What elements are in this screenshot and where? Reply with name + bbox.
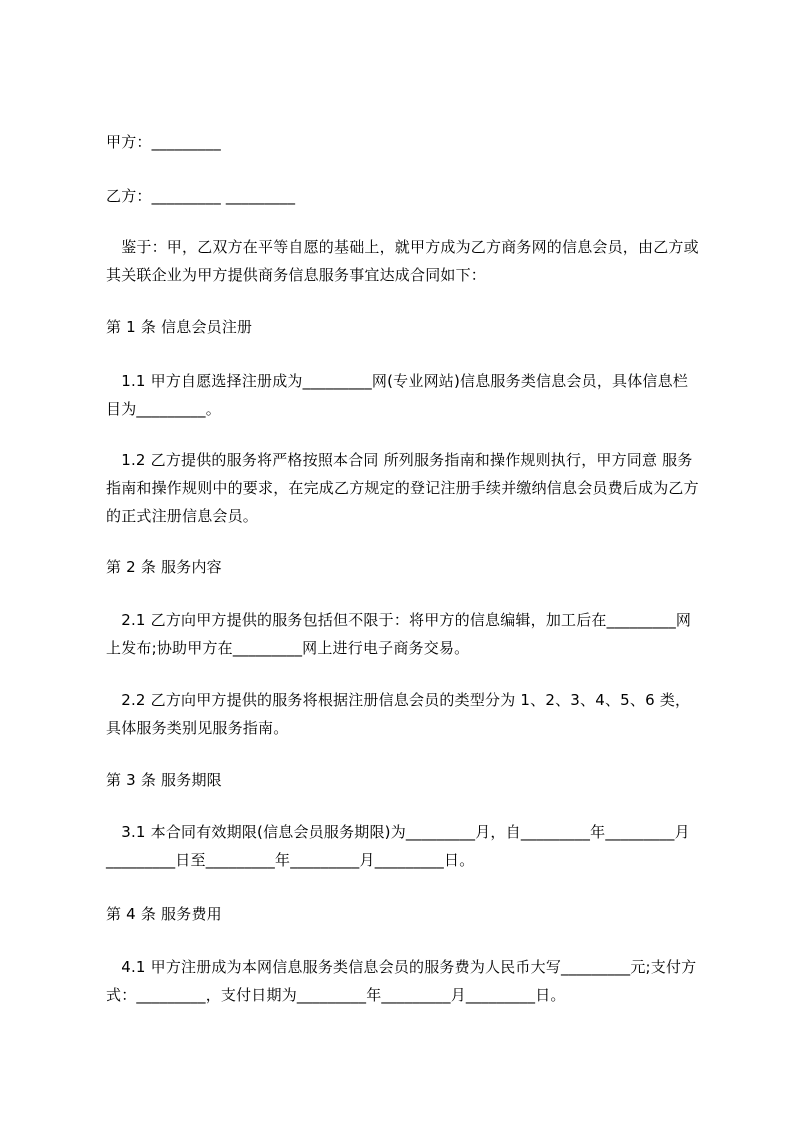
clause-2-1: 2.1 乙方向甲方提供的服务包括但不限于：将甲方的信息编辑，加工后在_________网上发布;协助甲方在_________网上进行电子商务交易。 bbox=[106, 611, 692, 657]
clause-4-1: 4.1 甲方注册成为本网信息服务类信息会员的服务费为人民币大写_________元;支付方式：_________，支付日期为_________年_________月_________日。 bbox=[106, 958, 697, 1004]
article-2-title: 第 2 条 服务内容 bbox=[106, 558, 222, 576]
clause-2-2: 2.2 乙方向甲方提供的服务将根据注册信息会员的类型分为 1、2、3、4、5、6 类，具体服务类别见服务指南。 bbox=[106, 691, 691, 737]
article-3-title: 第 3 条 服务期限 bbox=[106, 771, 222, 789]
party-a-line: 甲方：_________ bbox=[106, 133, 221, 151]
clause-3-1: 3.1 本合同有效期限(信息会员服务期限)为_________月，自_________年_________月_________日至_________年_________月_________日。 bbox=[106, 823, 690, 869]
article-1-title: 第 1 条 信息会员注册 bbox=[106, 318, 253, 336]
preamble-paragraph: 鉴于：甲，乙双方在平等自愿的基础上，就甲方成为乙方商务网的信息会员，由乙方或其关联企业为甲方提供商务信息服务事宜达成合同如下： bbox=[106, 238, 699, 284]
clause-1-1: 1.1 甲方自愿选择注册成为_________网(专业网站)信息服务类信息会员，具体信息栏目为_________。 bbox=[106, 372, 689, 418]
clause-1-2: 1.2 乙方提供的服务将严格按照本合同 所列服务指南和操作规则执行，甲方同意 服务指南和操作规则中的要求，在完成乙方规定的登记注册手续并缴纳信息会员费后成为乙方的正式注册信息会员。 bbox=[106, 451, 699, 525]
party-b-line: 乙方：_________ _________ bbox=[106, 187, 296, 205]
article-4-title: 第 4 条 服务费用 bbox=[106, 905, 222, 923]
